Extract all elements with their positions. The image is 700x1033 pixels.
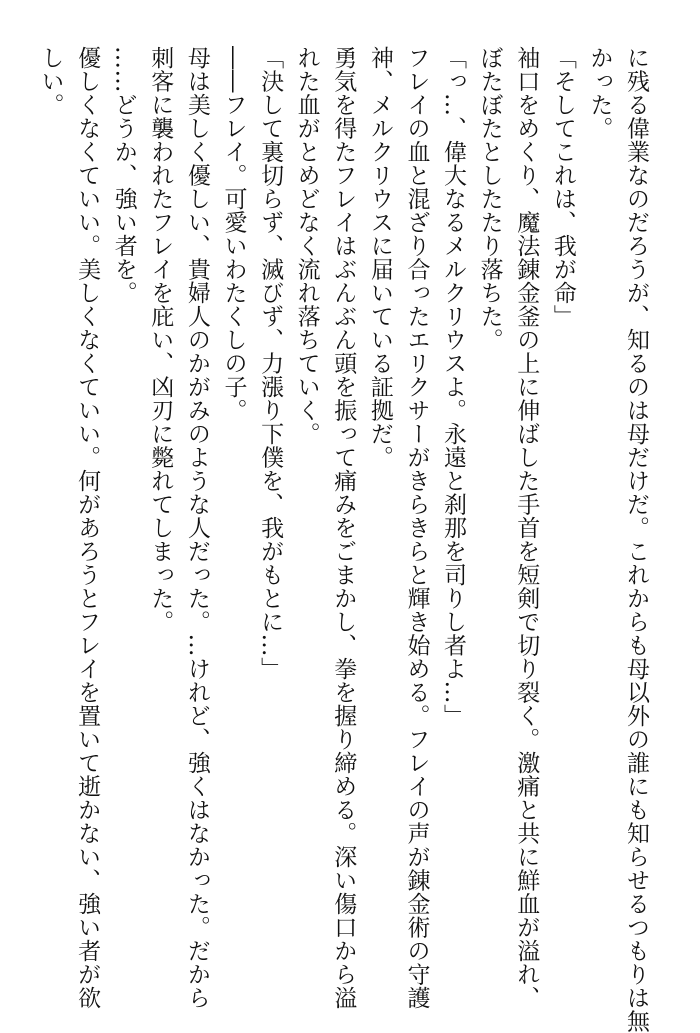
text-line-10: れた血がとめどなく流れ落ちていく。 — [293, 46, 320, 446]
text-line-7: フレイの血と混ざり合ったエリクサーがきらきらと輝き始める。フレイの声が錬金術の守護 — [403, 46, 430, 1010]
text-line-17: しい。 — [37, 46, 64, 117]
text-line-13: 母は美しく優しい、貴婦人のかがみのような人だった。…けれど、強くはなかった。だから — [183, 46, 210, 1010]
text-line-14: 刺客に襲われたフレイを庇い、凶刃に斃れてしまった。 — [147, 46, 174, 634]
text-line-11: 「決して裏切らず、滅びず、力漲り下僕を、我がもとに…」 — [257, 46, 284, 681]
text-line-12: ――フレイ。可愛いわたくしの子。 — [220, 46, 247, 422]
text-line-8: 神、メルクリウスに届いている証拠だ。 — [366, 46, 393, 469]
text-line-3: 「そしてこれは、我が命」 — [549, 46, 576, 328]
text-line-6: 「っ…、偉大なるメルクリウスよ。永遠と刹那を司りし者よ…」 — [440, 46, 467, 728]
text-line-16: 優しくなくていい。美しくなくていい。何があろうとフレイを置いて逝かない、強い者が欲 — [74, 46, 101, 1010]
text-line-15: ……どうか、強い者を。 — [110, 46, 137, 305]
text-line-9: 勇気を得たフレイはぶんぶん頭を振って痛みをごまかし、拳を握り締める。深い傷口から溢 — [330, 46, 357, 1010]
text-line-5: ぼたぼたとしたたり落ちた。 — [476, 46, 503, 352]
text-line-2: かった。 — [586, 46, 613, 140]
text-line-1: に残る偉業なのだろうが、知るのは母だけだ。これからも母以外の誰にも知らせるつもりは無 — [623, 46, 649, 1033]
vertical-text-body — [32, 46, 654, 1033]
text-line-4: 袖口をめくり、魔法錬金釜の上に伸ばした手首を短剣で切り裂く。激痛と共に鮮血が溢れ、 — [513, 46, 540, 1010]
